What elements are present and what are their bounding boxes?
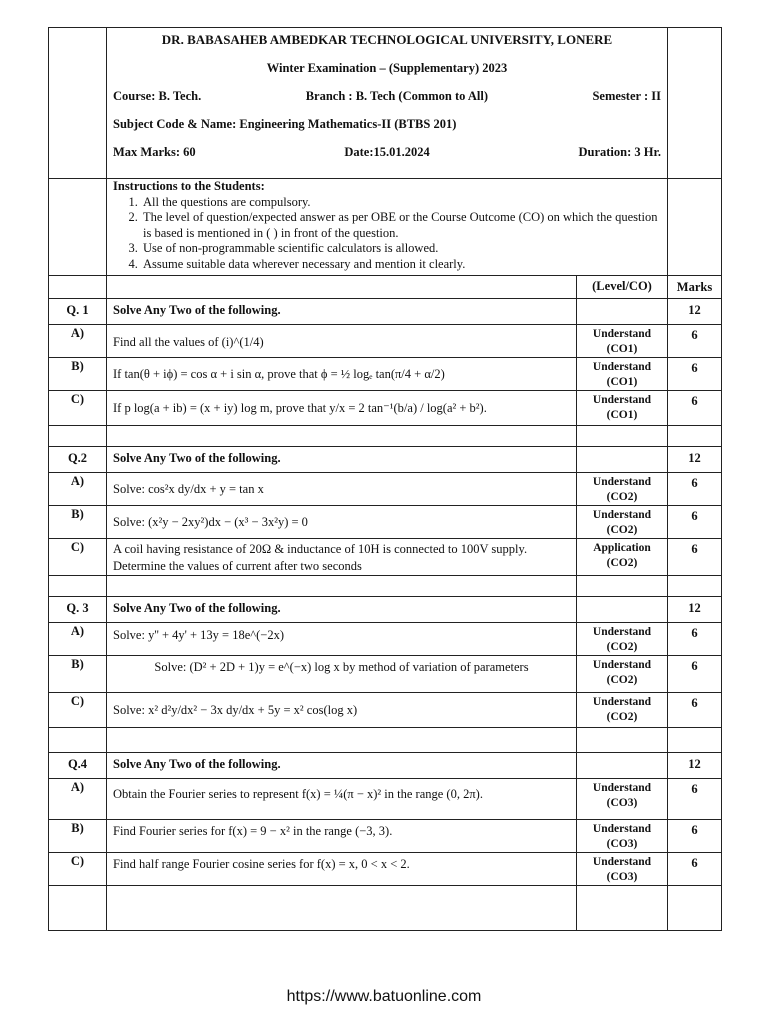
question-number: Q.4 (49, 753, 107, 779)
level: Understand (592, 509, 652, 521)
part-level (577, 391, 668, 426)
part-label: C) (49, 853, 107, 886)
spacer-row (49, 426, 722, 447)
exam-date: Date:15.01.2024 (344, 145, 430, 159)
instructions-title: Instructions to the Students: (113, 179, 265, 193)
part-label: C) (49, 693, 107, 728)
part-level (577, 656, 668, 693)
course-outcome: (CO2) (606, 557, 638, 569)
part-marks: 6 (668, 391, 722, 426)
part-marks: 6 (668, 506, 722, 539)
question-part-row (49, 473, 722, 506)
question-heading: Solve Any Two of the following. (107, 299, 577, 325)
part-text: Obtain the Fourier series to represent f(x) = ¼(π − x)² in the range (0, 2π). (107, 779, 577, 820)
question-part-row (49, 853, 722, 886)
part-marks: 6 (668, 623, 722, 656)
course-outcome: (CO2) (606, 711, 638, 723)
question-heading-row (49, 447, 722, 473)
level: Understand (592, 476, 652, 488)
part-marks: 6 (668, 539, 722, 576)
course-outcome: (CO2) (606, 674, 638, 686)
part-marks: 6 (668, 473, 722, 506)
question-heading-row (49, 753, 722, 779)
part-label: B) (49, 820, 107, 853)
question-heading-row (49, 299, 722, 325)
subject: Subject Code & Name: Engineering Mathematics-II (BTBS 201) (113, 117, 457, 131)
question-part-row (49, 358, 722, 391)
part-text: Solve: x² d²y/dx² − 3x dy/dx + 5y = x² cos(log x) (107, 693, 577, 728)
duration: Duration: 3 Hr. (578, 145, 661, 159)
header-row (49, 28, 722, 179)
course-outcome: (CO2) (606, 641, 638, 653)
part-text: If p log(a + ib) = (x + iy) log m, prove that y/x = 2 tan⁻¹(b/a) / log(a² + b²). (107, 391, 577, 426)
part-marks: 6 (668, 358, 722, 391)
part-text: A coil having resistance of 20Ω & inductance of 10H is connected to 100V supply. Determine the values of current after two seconds (107, 539, 577, 576)
course-outcome: (CO1) (606, 376, 638, 388)
part-label: A) (49, 325, 107, 358)
level: Understand (592, 394, 652, 406)
course-outcome: (CO3) (606, 871, 638, 883)
course-outcome: (CO1) (606, 343, 638, 355)
max-marks: Max Marks: 60 (113, 145, 196, 159)
marks-header: Marks (668, 276, 722, 299)
part-level (577, 325, 668, 358)
question-part-row (49, 820, 722, 853)
level: Understand (592, 328, 652, 340)
semester: Semester : II (592, 89, 661, 103)
part-level (577, 693, 668, 728)
part-text: Find all the values of (i)^(1/4) (107, 325, 577, 358)
level: Understand (592, 856, 652, 868)
part-label: A) (49, 779, 107, 820)
part-text: Solve: (D² + 2D + 1)y = e^(−x) log x by method of variation of parameters (107, 656, 577, 693)
course-outcome: (CO2) (606, 524, 638, 536)
course-outcome: (CO3) (606, 797, 638, 809)
part-marks: 6 (668, 693, 722, 728)
part-text: Find Fourier series for f(x) = 9 − x² in the range (−3, 3). (107, 820, 577, 853)
instructions-list (113, 195, 661, 273)
question-part-row (49, 656, 722, 693)
part-level (577, 779, 668, 820)
instructions-row (49, 179, 722, 276)
part-marks: 6 (668, 656, 722, 693)
part-marks: 6 (668, 820, 722, 853)
question-marks: 12 (668, 299, 722, 325)
part-marks: 6 (668, 853, 722, 886)
level: Understand (592, 782, 652, 794)
part-label: C) (49, 391, 107, 426)
part-label: B) (49, 358, 107, 391)
question-table (48, 27, 722, 931)
part-level (577, 820, 668, 853)
spacer-row (49, 728, 722, 753)
question-heading-row (49, 597, 722, 623)
part-text: Solve: cos²x dy/dx + y = tan x (107, 473, 577, 506)
question-paper (48, 27, 721, 931)
question-heading: Solve Any Two of the following. (107, 753, 577, 779)
question-number: Q.2 (49, 447, 107, 473)
instruction-item: 3. Use of non-programmable scientific calculators is allowed. (141, 241, 661, 257)
instruction-item: 1. All the questions are compulsory. (141, 195, 661, 211)
branch: Branch : B. Tech (Common to All) (305, 89, 488, 103)
question-part-row (49, 623, 722, 656)
instruction-item: 2. The level of question/expected answer as per OBE or the Course Outcome (CO) on which the question is based is mentioned in ( ) in front of the question. (141, 210, 661, 241)
question-part-row (49, 779, 722, 820)
course-line (113, 88, 661, 104)
part-label: A) (49, 473, 107, 506)
part-level (577, 623, 668, 656)
course-outcome: (CO1) (606, 409, 638, 421)
level: Understand (592, 626, 652, 638)
course-outcome: (CO2) (606, 491, 638, 503)
question-heading: Solve Any Two of the following. (107, 447, 577, 473)
question-number: Q. 1 (49, 299, 107, 325)
question-part-row (49, 391, 722, 426)
level: Understand (592, 823, 652, 835)
part-marks: 6 (668, 779, 722, 820)
level: Application (593, 542, 651, 554)
university-name: DR. BABASAHEB AMBEDKAR TECHNOLOGICAL UNIVERSITY, LONERE (161, 32, 613, 47)
part-label: A) (49, 623, 107, 656)
question-heading: Solve Any Two of the following. (107, 597, 577, 623)
spacer-row (49, 886, 722, 931)
question-marks: 12 (668, 753, 722, 779)
column-header-row (49, 276, 722, 299)
question-part-row (49, 693, 722, 728)
exam-title: Winter Examination – (Supplementary) 2023 (266, 61, 508, 75)
instruction-item: 4. Assume suitable data wherever necessary and mention it clearly. (141, 257, 661, 273)
marks-line (113, 144, 661, 160)
part-marks: 6 (668, 325, 722, 358)
course: Course: B. Tech. (113, 89, 202, 103)
question-marks: 12 (668, 447, 722, 473)
course-outcome: (CO3) (606, 838, 638, 850)
part-label: B) (49, 656, 107, 693)
part-text: Solve: (x²y − 2xy²)dx − (x³ − 3x²y) = 0 (107, 506, 577, 539)
question-part-row (49, 506, 722, 539)
question-part-row (49, 539, 722, 576)
question-marks: 12 (668, 597, 722, 623)
level-co-header: (Level/CO) (577, 276, 668, 299)
part-level (577, 506, 668, 539)
level: Understand (592, 659, 652, 671)
part-text: Solve: y'' + 4y' + 13y = 18e^(−2x) (107, 623, 577, 656)
level: Understand (592, 696, 652, 708)
part-level (577, 473, 668, 506)
part-text: If tan(θ + iϕ) = cos α + i sin α, prove that ϕ = ½ logₑ tan(π/4 + α/2) (107, 358, 577, 391)
level: Understand (592, 361, 652, 373)
part-label: C) (49, 539, 107, 576)
part-label: B) (49, 506, 107, 539)
question-number: Q. 3 (49, 597, 107, 623)
header-block (107, 28, 668, 179)
instructions (107, 179, 668, 276)
part-text: Find half range Fourier cosine series for f(x) = x, 0 < x < 2. (107, 853, 577, 886)
spacer-row (49, 576, 722, 597)
part-level (577, 853, 668, 886)
part-level (577, 539, 668, 576)
question-part-row (49, 325, 722, 358)
footer-url[interactable]: https://www.batuonline.com (286, 988, 482, 1005)
part-level (577, 358, 668, 391)
